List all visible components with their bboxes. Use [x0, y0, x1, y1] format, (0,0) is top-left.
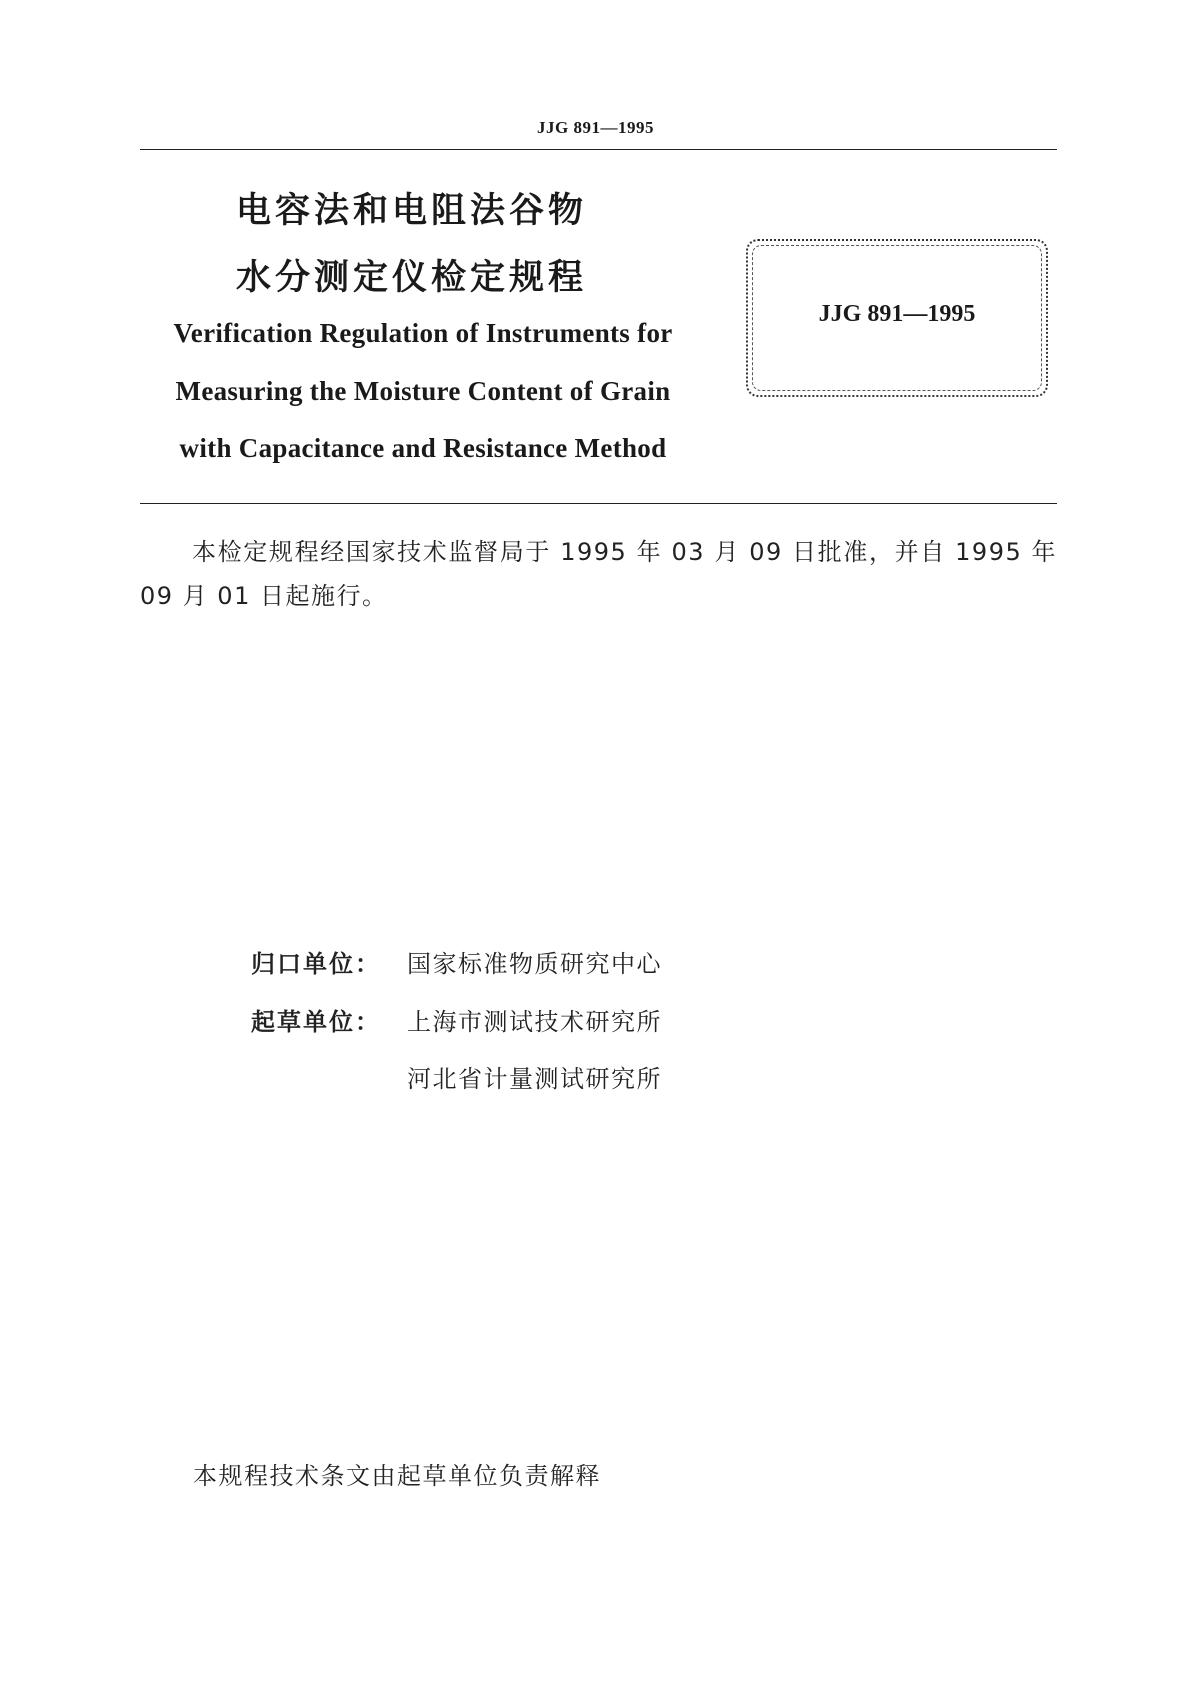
title-en-line2: Measuring the Moisture Content of Grain [175, 376, 671, 406]
responsible-unit-value: 国家标准物质研究中心 [407, 950, 662, 978]
responsible-unit-row [251, 944, 662, 979]
responsible-unit-label: 归口单位： [251, 950, 381, 978]
title-cn-line2: 水分测定仪检定规程 [236, 258, 588, 298]
header-rule [140, 149, 1057, 150]
drafting-unit-value-2: 河北省计量测试研究所 [407, 1065, 662, 1093]
title-en-line3: with Capacitance and Resistance Method [179, 433, 667, 463]
drafting-unit-value-1: 上海市测试技术研究所 [407, 1008, 662, 1036]
title-cn-line1: 电容法和电阻法谷物 [236, 191, 588, 231]
standard-code-box [746, 239, 1048, 397]
drafting-unit-label: 起草单位： [251, 1008, 381, 1036]
drafting-unit-row-2 [251, 1059, 662, 1094]
title-rule [140, 503, 1057, 504]
approval-statement: 本检定规程经国家技术监督局于 1995 年 03 月 09 日批准，并自 1995 年 09 月 01 日起施行。 [140, 538, 1057, 610]
standard-code: JJG 891—1995 [818, 301, 976, 327]
running-header-code: JJG 891—1995 [537, 118, 654, 137]
title-en-line1: Verification Regulation of Instruments for [173, 318, 673, 348]
drafting-unit-row [251, 1002, 662, 1037]
interpretation-note: 本规程技术条文由起草单位负责解释 [193, 1462, 601, 1490]
